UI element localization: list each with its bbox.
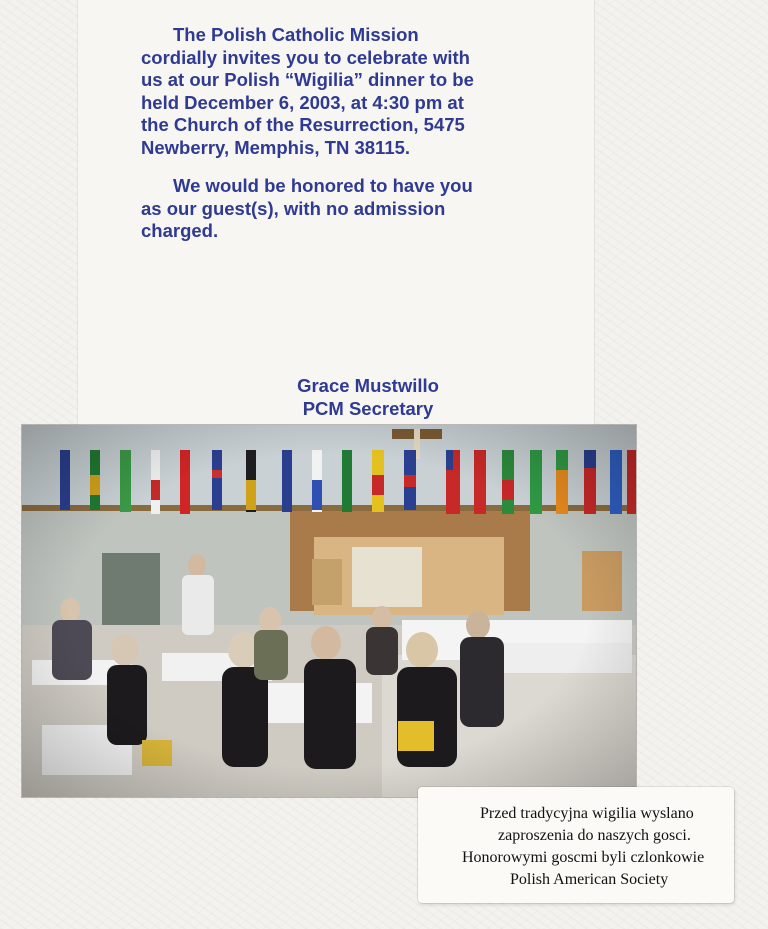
dinner-hall-photo-illustration xyxy=(22,425,636,797)
invitation-paragraph-1 xyxy=(141,24,521,159)
event-photo xyxy=(22,425,636,797)
photo-caption xyxy=(418,787,734,903)
signature-title: PCM Secretary xyxy=(302,398,434,419)
caption-line-2: zaproszenia do naszych gosci. xyxy=(498,827,691,844)
invite-line-4: held December 6, 2003, at 4:30 pm at xyxy=(141,91,464,113)
caption-line-4: Polish American Society xyxy=(510,871,669,888)
invite-line-5: the Church of the Resurrection, 5475 xyxy=(141,114,465,135)
invite-line-1: The Polish Catholic Mission xyxy=(173,24,419,45)
signature-name: Grace Mustwillo xyxy=(297,375,439,396)
invite-line-6: Newberry, Memphis, TN 38115. xyxy=(141,136,411,158)
invite-line-9: charged. xyxy=(141,220,219,241)
invite-line-3: us at our Polish “Wigilia” dinner to be xyxy=(141,69,474,90)
caption-line-3: Honorowymi goscmi byli czlonkowie xyxy=(462,849,705,866)
invite-line-8: as our guest(s), with no admission xyxy=(141,197,446,219)
signature-block xyxy=(268,374,468,420)
caption-line-1: Przed tradycyjna wigilia wyslano xyxy=(480,805,694,822)
invite-line-2: cordially invites you to celebrate with xyxy=(141,46,470,68)
invitation-text xyxy=(141,24,521,259)
invite-line-7: We would be honored to have you xyxy=(173,175,473,196)
invitation-paragraph-2 xyxy=(141,175,521,243)
